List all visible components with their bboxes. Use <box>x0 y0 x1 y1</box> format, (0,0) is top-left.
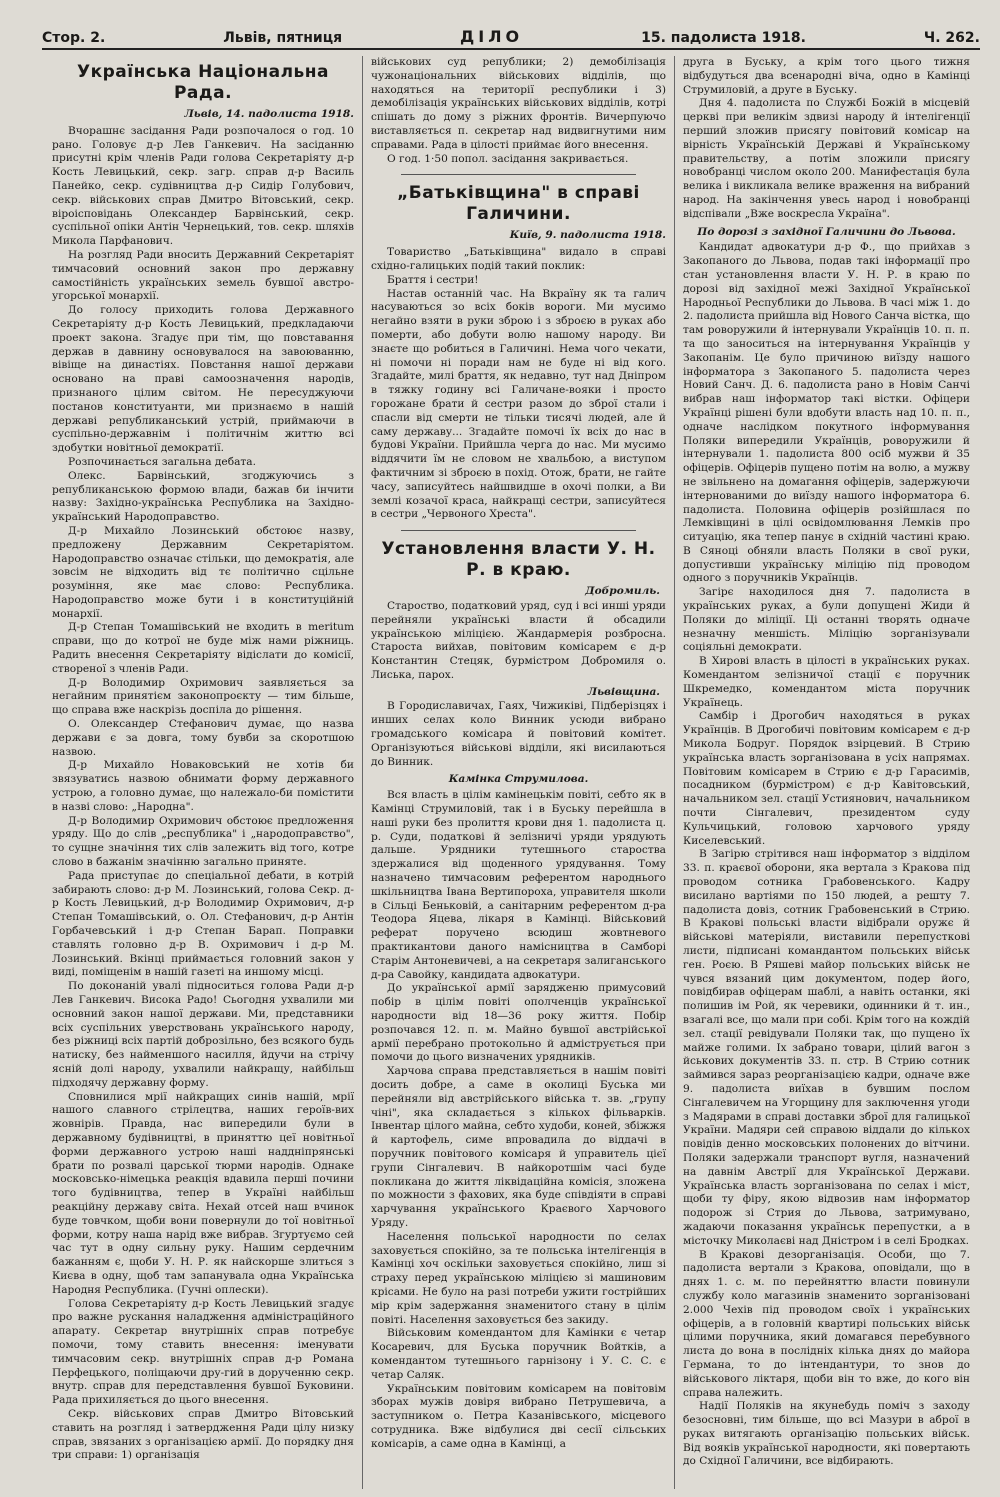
paragraph: В Загірю стрітився наш інформатор з відділом 33. п. краєвої оборони, яка вертала з Кракова під проводом сотника Грабовенського. Кадру висилано вартіями по 150 людей, а решту 7. падолиста довіз, сотник Грабовенський в Стрию. В Кракові польські власти відібрали оружє й військові матеріяли, виставили перепусткові листи, підписані командантом польських військ ген. Роєю. В Ряшеві майор польських військ не чувся вязаний цим документом, подер його, повідбирав офіцерам шаблі, а навіть останки, які полишив ім Рой, як черевики, одинники й т. ин., взагалі все, що мали при собі. Крім того на кождій зел. стації ревідували Поляки так, що пущено їх майже голими. Іх забрано товари, цілий вагон з йськових документів 33. п. стр. В Стрию сотник займився зараз реорганізацією кадри, одначе вже 9. падолиста виїхав в бувшим послом Сінгалевичем на Угорщину для заключення угоди з Мадярами в справі доставки зброї для галицької України. Мадяри сей справою віддали до кількох повідів денно московських полонених до вітчини. Поляки задержали транспорт вугля, назначений на давнім Австрії для Української Держави. Українська власть зорганізована по селах і міст, щоби ту фіру, якою відвозив нам інформатор подорож зі Стрия до Львова, затримувано, жадаючи показання українськ перепустки, а в місточку Миколаєві над Дністром і в селі Бродках. <box>683 848 970 1247</box>
kaminka-continuation <box>683 56 970 222</box>
paragraph: Загірє находилося дня 7. падолиста в українських руках, а були допущені Жиди й Поляки до міліції. Ці останні творять одначе незначну меншість. Міліцію зорганізували соціяльні демократи. <box>683 586 970 654</box>
paragraph: Голова Секретаріяту д-р Кость Левицький згадує про важне рускання наладження адміністраційного апарату. Секретар внутрішніх справ потребує помочи, тому ставить внесення: іменувати тимчасовим секр. внутрішніх справ д-р Романа Перфецького, поліщаючи дру-гий в дорученню секр. внутр. справ для передставлення бувшої Буковини. Рада прихиляється до цього внесення. <box>52 1297 354 1407</box>
paragraph: Розпочинається загальна дебата. <box>68 455 256 468</box>
paragraph: Д-р Степан Томашівський не входить в meritum справи, що до котрої не буде між нами ріжниць. Радить внесення Секретаріяту відіслати до комісії, створеної з членів Ради. <box>52 621 354 675</box>
paragraph: Товариство „Батьківщина" видало в справі східно-галицьких подій такий поклик: <box>371 246 666 272</box>
paragraph: Д-р Михайло Лозинський обстоює назву, предложену Державним Секретаріятом. Народоправство означає стільки, що демократія, але зовсім не відходить від тє політично сцільне розуміння, яке має слово: Республика. Народоправство може бути і в конституційній монархії. <box>52 524 354 620</box>
paragraph: Сповнилися мрії найкращих синів нашій, мрії нашого славного стрілецтва, наших героїв-вих жовнірів. Правда, нас випередили були в державному будівництві, в приняттю цеї новітньої форми державного устрою наші наддніпрянські брати по розвалі царської тюрми народів. Однаке московсько-німецька реакція вдавила перші почини того будівництва, тепер в Україні найбільш реакційну державу світа. Нехай отсей наш вчинок буде товчком, щоби вони повернули до тої новітньої форми, котру наша нарід вже вибрав. Згуртуємо сей час тут в одну сильну руку. Нашим сердечним бажанням є, щоби У. Н. Р. як найскорше злиться з Києва в одну, щоб там запанувала одна Українська Народня Республика. (Гучні оплески). <box>52 1090 354 1296</box>
paragraph: Надії Поляків на якунебудь поміч з заходу безосновні, тим більше, що всі Мазури в аброї в руках витягають організацію польських військ. Від вояків української народности, які повертають до Східної Галичини, все відбирають. <box>683 1400 970 1468</box>
paragraph: На розгляд Ради вносить Державний Секретаріят тимчасовий основний закон про державну самостійність українських земель бувшої австро-угорської монархії. <box>52 248 354 303</box>
article-body-kaminka <box>371 789 666 1451</box>
article-body-rada <box>52 125 354 1463</box>
paragraph: До голосу приходить голова Державного Секретаріяту д-р Кость Левицький, предкладаючи проект закона. Згадує при тім, що повставання держав в давнину основувалося на завоюванню, вівіще на династіях. Повстання нашої держави основано на праві самоозначення народів, признаного цілим світом. Не пересуджуючи постанов конституанти, ми признаємо в нашій державі републиканський устрій, приймаючи в суспільно-державнім і політичнім життю всі здобутки новітньої демократії. <box>52 304 354 455</box>
article-title-rada: Українська Національна Рада. <box>76 62 330 103</box>
city-day: Львів, пятниця <box>223 30 343 46</box>
paragraph-lvivshchyna: В Городиславичах, Гаях, Чижиківі, Підберізцях і инших селах коло Винник усюди вибрано громадського комісара й повітовий комітет. Організуються військові відділи, які висилаються до Винник. <box>371 700 666 768</box>
rada-closing: О год. 1·50 попол. засідання закривається. <box>387 152 629 165</box>
paragraph: Вчорашнє засідання Ради розпочалося о год. 10 рано. Головує д-р Лев Ганкевич. На засіданню присутні крім членів Ради голова Секретаріяту д-р Кость Левицький, секр. загр. справ д-р Василь Панейко, секр. судівництва д-р Сидір Голубович, секр. військових справ Дмитро Вітовський, секр. віроісповідань Олександер Барвінський, секр. суспільної опіки Антін Чернецький, тов. секр. шляхів Микола Парфанович. <box>52 124 354 248</box>
paragraph: Настав останній час. На Вкраїну як та галич насуваються зо всіх боків вороги. Ми мусимо негайно взяти в руки зброю і з зброєю в руках або померти, або добути волю нашому народу. Ви знаєте що робиться в Галичині. Нема чого чекати, ні помочи ні поради нам не буде ні від кого. Згадайте, милі браття, як недавно, тут над Дніпром в тяжку годину всі Галичане-вояки і просто горожане брати й сестри разом до зброї стали і спасли від смерти не тільки тисячі людей, але й саму державу... Згадайте помочі їх всіх до нас в будові України. Прийшла черга до нас. Ми мусимо віддячити їм не словом не хвальбою, а виступом фактичним зі зброєю в похід. Отож, брати, не гайте часу, записуйтесь найшвидше в охочі полки, а Ви землі козачої краса, найкращі сестри, записуйтеся в сестри „Червоного Хреста". <box>371 287 666 521</box>
paragraph: В Хирові власть в цілості в українських руках. Комендантом зелізничої стації є поручник Шкремедко, комендантом міста поручник Українець. <box>683 655 970 709</box>
subhead-dobromyl: Добромиль. <box>585 585 660 598</box>
paragraph: Д-р Володимир Охримович обстоює предложення уряду. Що до слів „республика" і „народоправство", то сущне значіння тих слів залежить від того, котре слово в бажанім значінню загально приняте. <box>52 814 354 869</box>
paragraph: Військовим комендантом для Камінки є четар Косаревич, для Буська поручник Войтків, а комендантом тутешнього гарнізону і У. С. С. є четар Саляк. <box>371 1327 666 1381</box>
column-1 <box>44 56 362 1489</box>
subhead-kaminka: Камінка Струмилова. <box>448 773 589 786</box>
paragraph: Українським повітовим комісарем на повітовім зборах мужів довіря вибрано Петрушевича, а заступником о. Петра Казанівського, місцевого сотрудника. Вже відбулися дві сесії сільських комісарів, а саме одна в Камінці, а <box>371 1382 666 1450</box>
paragraph: Д-р Володимир Охримович заявляється за негайним принятієм законопроєкту — тим більше, що справа вже наскрізь доспіла до рішення. <box>52 676 354 717</box>
paragraph: Д-р Михайло Новаковський не хотів би звязуватись назвою обнимати форму державного устрою, а головно думає, що належало-би помістити в назві слово: „Народна". <box>52 759 354 813</box>
paragraph: Вся власть в цілім камінецькім повіті, себто як в Камінці Струмиловій, так і в Буську перейшла в наші руки без пролиття крови дня 1. падолиста ц. р. Суди, податкові й зелізничі уряди урядують дальше. Урядники тутешнього староства здержалися від щоденного урядування. Тому назначено тимчасовим референтом народнього шкільництва Івана Вертипороха, управителя школи в Сільці Беньковій, а санітарним референтом д-ра Теодора Яцева, лікаря в Камінці. Військовий реферат поручено всюдиш жовтневого практикантови даного намісництва в Самборі Старім Антоневичеві, а на секретаря залиганського д-ра Савойку, кандидата адвокатури. <box>371 789 666 981</box>
paragraph: До української армії зарядженю примусовий побір в цілім повіті ополченців української народности від 18—36 року життя. Побір розпочався 12. п. м. Майно бувшої австрійської армії перебрано протокольно й адміструється при помочи до цього визначених урядників. <box>371 982 666 1064</box>
article-body-batkivshchyna <box>371 246 666 522</box>
page-number: Стор. 2. <box>42 30 106 46</box>
article-body-western-galicia <box>683 241 970 1469</box>
masthead: ДІЛО <box>460 27 524 46</box>
paragraph: друга в Буську, а крім того цього тижня відбудуться два всенародні віча, одно в Камінці Струмиловій, а друге в Буську. <box>683 56 970 96</box>
columns <box>44 56 978 1489</box>
column-3 <box>674 56 978 1489</box>
paragraph: По доконаній увалі підноситься голова Ради д-р Лев Ганкевич. Висока Радо! Сьогодня ухвалили ми основний закон нашої держави. Ми, представники всіх суспільних уверствовань українського народу, без ріжниці всіх партій доброзільно, без всякого будь натиску, без найменшого насилля, йдучи на стрічу ясній долі народу, ухвалили найкращу, найбільш підходячу державну форму. <box>52 980 354 1089</box>
divider <box>401 174 636 175</box>
dateline-kyiv: Київ, 9. падолиста 1918. <box>509 229 666 242</box>
issue-date: 15. падолиста 1918. <box>641 30 806 46</box>
issue-number: Ч. 262. <box>923 30 980 46</box>
paragraph: Населення польської народности по селах заховується спокійно, за те польська інтелігенція в Камінці хоч оскільки заховується спокійно, лиш зі страху перед українською міліцією зі машиновим крісами. Не було на разі потреби ужити гострійших мір крім задержання знаменитого стану в цілім повіті. Населення заховується без закиду. <box>371 1230 666 1326</box>
paragraph: Самбір і Дрогобич находяться в руках Українців. В Дрогобичі повітовим комісарем є д-р Микола Бодруг. Порядок взірцевий. В Стрию українська власть зорганізована в усіх напрямах. Повітовим комісарем в Стрию є д-р Гарасимів, посадником (бурмістром) є д-р Кавітовський, начальником зел. стації Устиянович, начальником почти Сінгалевич, президентом суду Кульчицький, головою харчового уряду Киселевський. <box>683 710 970 847</box>
paragraph: Рада приступає до спеціальної дебати, в котрій забирають слово: д-р М. Лозинський, голова Секр. д-р Кость Левицький, д-р Володимир Охримович, д-р Степан Томашівський, о. Ол. Стефанович, д-р Антін Горбачевський і д-р Степан Барап. Поправки ставлять головно д-р В. Охримович і д-р М. Лозинський. Вкінці приймається головний закон у виді, поміщенім в нашій газеті на иншому місці. <box>52 869 354 979</box>
paragraph: Кандидат адвокатури д-р Ф., що прийхав з Закопаного до Львова, подав такі інформації про стан установлення власти У. Н. Р. в краю по дорозі від західної межі Західної Української Народньої Республики до Львова. В часі між 1. до 2. падолиста прийшла від Нового Санча вістка, що там роворужили й інтернували Українців 10. п. п. та що заноситься на інтернування Українців у Закопанім. Це було причиною виїзду нашого інформатора з Закопаного 5. падолиста через Новий Санч. Д. 6. падолиста рано в Новім Санчі вибрав наш інформатор такі вістки. Офіцери Українці рішені були вдобути власть над 10. п. п., одначе наслідком покутного інформування Поляки випередили Українців, роворужили й інтернували 1. падолиста 800 осіб мужви й 35 офіцерів. Офіцерів пущено потім на волю, а мужву не звільнено на домагання офіцерів, задержуючи інтернованими до виїзду нашого інформатора 6. падолиста. Половина офіцерів розійшлася по Лемківщині в цілі освідомлювання Лемків про ситуацію, яка тепер панує в східній частині краю. В Сяноці обняли власть Поляки в свої руки, допустивши українську міліцію під проводом одного з поручників Українців. <box>683 241 970 585</box>
subhead-lvivshchyna: Львівщина. <box>587 685 660 698</box>
dateline-lviv: Львів, 14. падолиста 1918. <box>184 108 354 120</box>
article-title-unr: Установлення власти У. Н. Р. в краю. <box>381 539 656 581</box>
column-2 <box>362 56 674 1489</box>
paragraph: О. Олександер Стефанович думає, що назва держави є за довга, тому бувби за скоротшою назвою. <box>52 718 354 758</box>
subhead-western-galicia: По дорозі з західної Галичини до Львова. <box>697 225 956 238</box>
paragraph: Дня 4. падолиста по Службі Божій в місцевій церкві при великім здвизі народу й інтелігенції перший зложив присягу повітовий комісар на вірність Українській Державі й Українському правительству, а потім зложили присягу новобранці числом около 200. Манифестація була велика і викликала велике враження на вибраний народ. На закінчення увесь народ і новобранці відспівали „Вже воскресла Україна". <box>683 97 970 220</box>
paragraph: Харчова справа представляється в нашім повіті досить добре, а саме в околиці Буська ми перейняли від австрійського війська т. зв. „групу чіні", яка складається з кількох фільварків. Інвентар цілого майна, себто худоби, коней, збіжжя й картофель, симе впровадила до віддачі в поручник повітового комісаря й управитель цієї групи Сінгалевич. В найкоротшім часі буде покликана до життя ліквідаційна комісія, зложена по можности з фахових, яка буде співдіяти в справі харчування українського Краєвого Харчового Уряду. <box>371 1065 666 1229</box>
paragraph: Браття і сестри! <box>387 273 479 286</box>
paragraph: Олекс. Барвінський, згоджуючись з републиканською формою влади, бажав би інчити назву: Західно-українська Республика на Західно-український Народоправство. <box>52 469 354 524</box>
article-title-batkivshchyna: „Батьківщина" в справі Галичини. <box>397 183 640 225</box>
rada-continuation: військових суд републики; 2) демобілізація чужонаціональних військових відділів, що находяться на території республики і 3) демобілізація українських військових відділів, котрі спішать до дому з ріжних фронтів. Вичерпуючо виставляється п. секретар над видвигнутими ним справами. Рада в цілості приймає його внесення. <box>371 56 666 151</box>
paragraph: В Кракові дезорганізація. Особи, що 7. падолиста вертали з Кракова, оповідали, що в днях 1. с. м. по перейняттю власти повинули службу коло магазинів знаменито зорганізовані 2.000 Чехів під проводом своїх і українських офіцерів, а в головній квартирі польських військ цілими поручника, який домагався перебувного листа до вона в послідніх кілька днях до майора Германа, то до інтендантури, то знов до військового ліктаря, щоби він то вже, до кого він справа належить. <box>683 1248 970 1399</box>
paragraph: Секр. військових справ Дмитро Вітовський ставить на розгляд і затвердження Ради цілу низку справ, звязаних з організацією армії. До порядку дня три справи: 1) організація <box>52 1407 354 1462</box>
page-header <box>42 24 980 50</box>
divider <box>401 530 636 531</box>
paragraph-dobromyl: Староство, податковий уряд, суд і всі инші уряди перейняли українські власти й обсадили українською міліцією. Жандармерія розбросна. Староста вийхав, повітовим комісарем є д-р Константин Стецяк, бурмістром Добромиля о. Лиська, парох. <box>371 599 666 681</box>
